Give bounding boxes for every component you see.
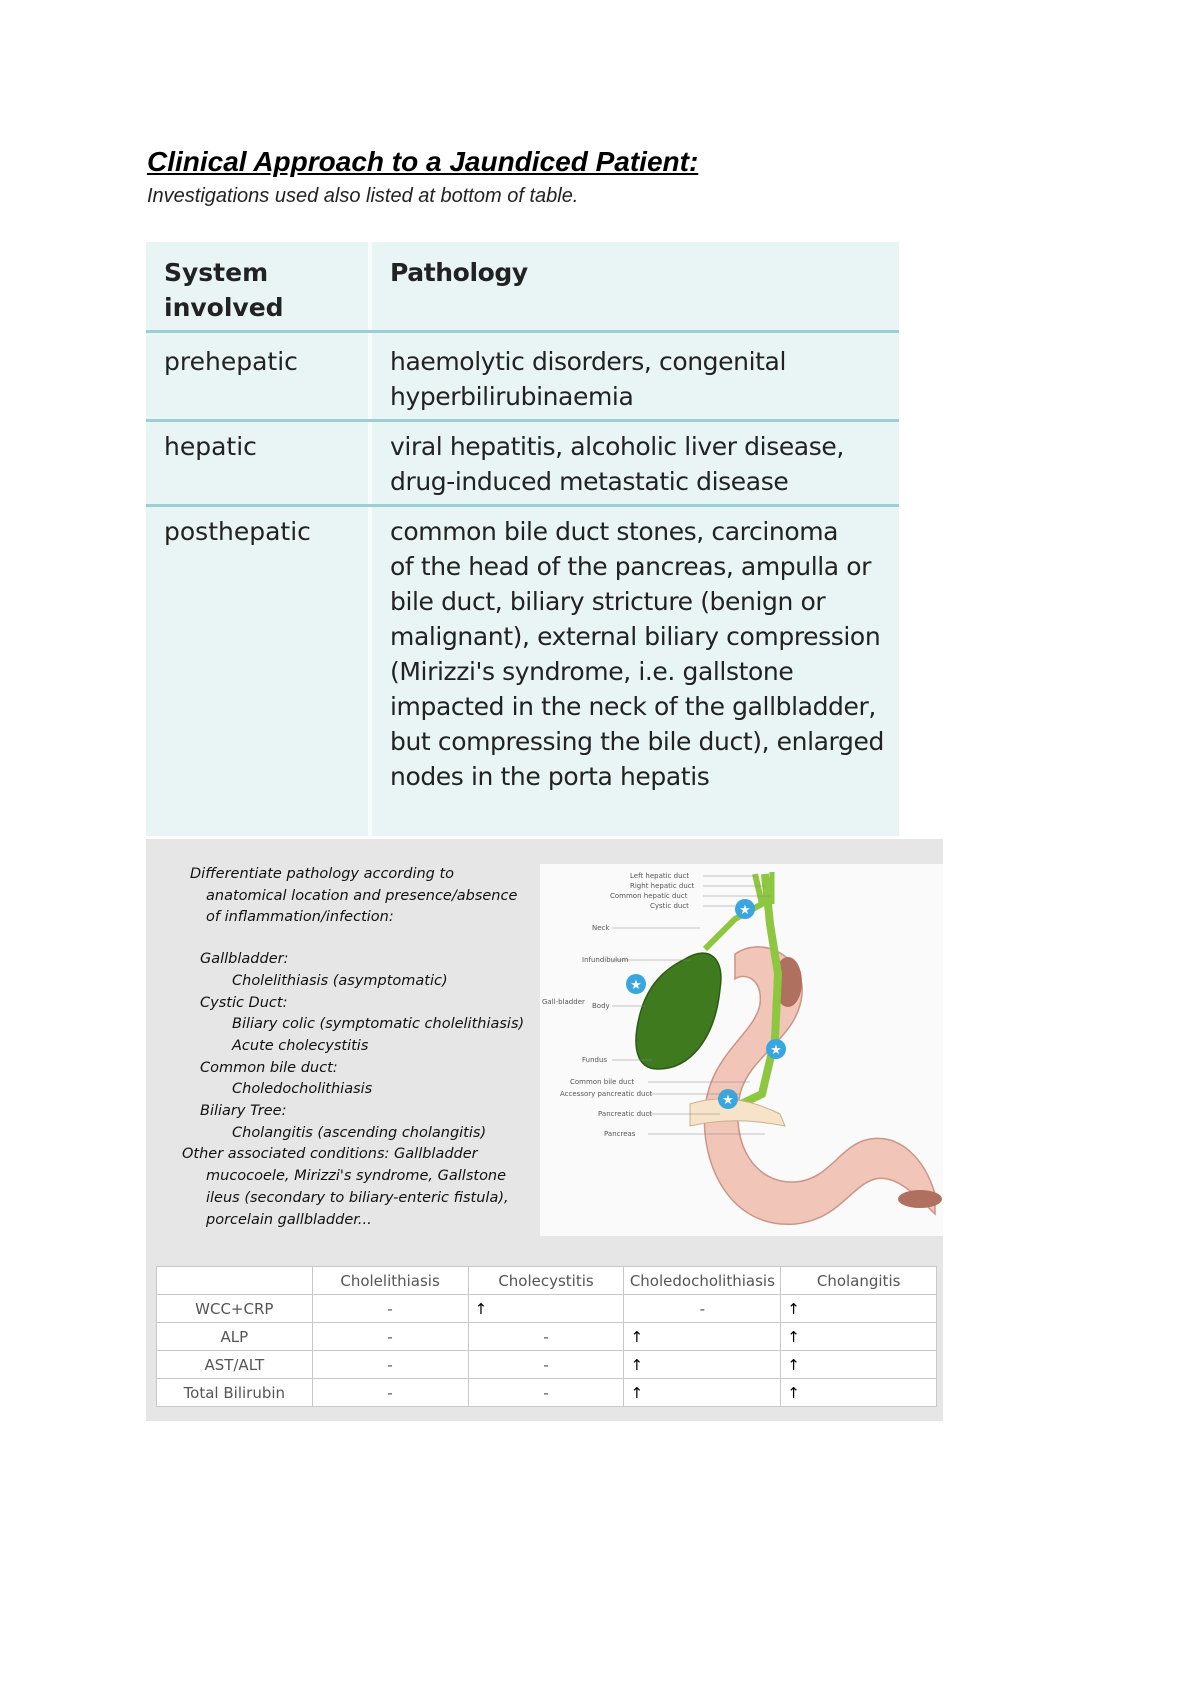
row-label: WCC+CRP: [157, 1295, 313, 1323]
duodenum-shape: [704, 947, 935, 1224]
pathology-line: (Mirizzi's syndrome, i.e. gallstone: [390, 657, 794, 686]
system-cell: posthepatic: [164, 517, 311, 546]
page-subtitle: Investigations used also listed at bottom of table.: [147, 185, 579, 207]
label-neck: Neck: [592, 924, 610, 932]
other-conditions-line: mucocoele, Mirizzi's syndrome, Gallstone: [206, 1168, 507, 1185]
table-cell: ↑: [781, 1379, 937, 1407]
star-marker-icon: [718, 1089, 738, 1109]
system-cell: prehepatic: [164, 347, 298, 376]
condition-item: Cholangitis (ascending cholangitis): [232, 1124, 487, 1141]
pathology-cell: [390, 344, 890, 414]
table-row: [157, 1351, 937, 1379]
intro-line: anatomical location and presence/absence: [206, 887, 518, 904]
star-marker-icon: [626, 974, 646, 994]
table-cell: -: [312, 1379, 468, 1407]
row-divider: [146, 330, 899, 333]
condition-item: Cholelithiasis (asymptomatic): [232, 972, 448, 989]
column-header: Cholelithiasis: [312, 1267, 468, 1295]
table-cell: ↑: [624, 1323, 781, 1351]
investigations-panel: [146, 1261, 943, 1421]
pathology-line: of the head of the pancreas, ampulla or: [390, 552, 872, 581]
header-system: [164, 255, 284, 325]
label-pancreas: Pancreas: [604, 1130, 636, 1138]
pathology-line: bile duct, biliary stricture (benign or: [390, 587, 826, 616]
table-cell: -: [312, 1295, 468, 1323]
table-cell: -: [312, 1351, 468, 1379]
table-row: [157, 1379, 937, 1407]
table-cell: ↑: [624, 1351, 781, 1379]
svg-text:★: ★: [739, 902, 751, 917]
corner-cell: [157, 1267, 313, 1295]
label-infundibulum: Infundibulum: [582, 956, 629, 964]
condition-item: Biliary colic (symptomatic cholelithiasis): [232, 1016, 525, 1033]
table-row: [157, 1295, 937, 1323]
differentiation-list: [182, 864, 525, 1231]
page-title: Clinical Approach to a Jaundiced Patient:: [147, 146, 699, 177]
differentiation-panel: [146, 839, 943, 1261]
system-cell: hepatic: [164, 432, 257, 461]
star-marker-icon: [766, 1039, 786, 1059]
row-label: AST/ALT: [157, 1351, 313, 1379]
row-divider: [146, 504, 899, 507]
pathology-line: malignant), external biliary compression: [390, 622, 881, 651]
table-cell: -: [312, 1323, 468, 1351]
table-cell: -: [468, 1379, 624, 1407]
other-conditions-line: ileus (secondary to biliary-enteric fistula),: [206, 1189, 509, 1206]
pathology-line: impacted in the neck of the gallbladder,: [390, 692, 876, 721]
label-gallbladder: Gall-bladder: [542, 998, 585, 1006]
label-accessory-pancreatic-duct: Accessory pancreatic duct: [560, 1090, 653, 1098]
header-system-line: involved: [164, 293, 284, 322]
intro-line: of inflammation/infection:: [206, 909, 394, 926]
table-cell: ↑: [624, 1379, 781, 1407]
pathology-line: common bile duct stones, carcinoma: [390, 517, 839, 546]
condition-item: Acute cholecystitis: [232, 1037, 369, 1054]
column-header: Choledocholithiasis: [624, 1267, 781, 1295]
row-divider: [146, 419, 899, 422]
other-conditions-line: Other associated conditions: Gallbladder: [182, 1146, 478, 1163]
pathology-table: [146, 242, 899, 836]
other-conditions-line: porcelain gallbladder...: [206, 1211, 372, 1228]
svg-text:★: ★: [630, 977, 642, 992]
label-left-hepatic-duct: Left hepatic duct: [630, 872, 690, 880]
pathology-cell: [390, 514, 890, 794]
header-pathology: Pathology: [390, 258, 528, 287]
label-common-bile-duct: Common bile duct: [570, 1078, 635, 1086]
intro-line: Differentiate pathology according to: [190, 866, 455, 882]
row-label: Total Bilirubin: [157, 1379, 313, 1407]
label-cystic-duct: Cystic duct: [650, 902, 689, 910]
anatomy-svg: [540, 864, 943, 1236]
label-fundus: Fundus: [582, 1056, 608, 1064]
investigations-header-row: [157, 1267, 937, 1295]
label-body: Body: [592, 1002, 610, 1010]
label-pancreatic-duct: Pancreatic duct: [598, 1110, 653, 1118]
table-cell: ↑: [781, 1351, 937, 1379]
investigations-table: [156, 1266, 937, 1407]
column-header: Cholecystitis: [468, 1267, 624, 1295]
table-cell: ↑: [781, 1295, 937, 1323]
pathology-line: nodes in the porta hepatis: [390, 762, 710, 791]
star-marker-icon: [735, 899, 755, 919]
label-common-hepatic-duct: Common hepatic duct: [610, 892, 688, 900]
label-right-hepatic-duct: Right hepatic duct: [630, 882, 695, 890]
pathology-line: haemolytic disorders, congenital: [390, 347, 786, 376]
table-row: [157, 1323, 937, 1351]
pathology-cell: [390, 429, 890, 499]
svg-text:★: ★: [770, 1042, 782, 1057]
pathology-line: drug-induced metastatic disease: [390, 467, 789, 496]
pathology-line: viral hepatitis, alcoholic liver disease,: [390, 432, 844, 461]
table-cell: -: [468, 1351, 624, 1379]
table-cell: ↑: [781, 1323, 937, 1351]
location-common-bile-duct: Common bile duct:: [200, 1059, 338, 1076]
biliary-anatomy-illustration: [540, 864, 943, 1236]
pathology-line: but compressing the bile duct), enlarged: [390, 727, 884, 756]
jejunum-lumen: [898, 1190, 942, 1208]
header-system-line: System: [164, 258, 269, 287]
location-cystic-duct: Cystic Duct:: [200, 994, 288, 1011]
pathology-line: hyperbilirubinaemia: [390, 382, 634, 411]
table-cell: ↑: [468, 1295, 624, 1323]
gallbladder-shape: [636, 953, 721, 1069]
table-cell: -: [468, 1323, 624, 1351]
column-header: Cholangitis: [781, 1267, 937, 1295]
location-gallbladder: Gallbladder:: [200, 951, 289, 968]
row-label: ALP: [157, 1323, 313, 1351]
condition-item: Choledocholithiasis: [232, 1081, 373, 1098]
table-cell: -: [624, 1295, 781, 1323]
location-biliary-tree: Biliary Tree:: [200, 1103, 287, 1120]
svg-text:★: ★: [722, 1092, 734, 1107]
